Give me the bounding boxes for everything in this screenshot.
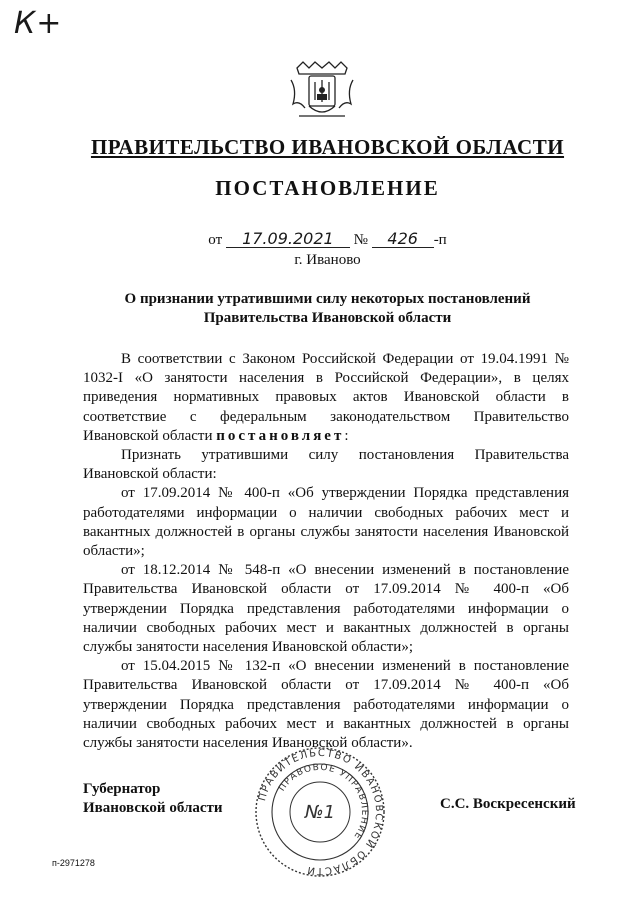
number-sign: № — [353, 232, 368, 248]
number-suffix: -п — [433, 232, 447, 248]
date-prefix: от — [208, 232, 223, 248]
coat-of-arms-emblem — [287, 60, 357, 122]
body-paragraph-item-1: от 17.09.2014 № 400-п «Об утверждении Порядка представления работодателями информации о наличии свободных рабочих мест и вакантных должностей в органы службы занятости населения Ивановской области»; — [83, 485, 569, 560]
official-stamp — [252, 746, 388, 878]
subject-line-2: Правительства Ивановской области — [203, 310, 452, 326]
subject-line-1: О признании утратившими силу некоторых постановлений — [124, 291, 531, 307]
decree-keyword: постановляет — [216, 427, 345, 444]
document-id: п-2971278 — [52, 858, 95, 868]
stamp-inner-text: ПРАВОВОЕ УПРАВЛЕНИЕ — [277, 762, 370, 842]
body-paragraph-resolution: Признать утратившими силу постановления Правительства Ивановской области: — [83, 447, 569, 483]
document-body — [83, 350, 569, 753]
handwritten-number: 426 — [372, 231, 434, 248]
signatory-title: Губернатор Ивановской области — [83, 781, 223, 816]
handwritten-corner-mark: К+ — [14, 6, 63, 41]
city: г. Иваново — [294, 252, 361, 268]
date-number-line — [0, 231, 640, 249]
stamp-outer-text: ПРАВИТЕЛЬСТВО ИВАНОВСКОЙ ОБЛАСТИ — [257, 747, 385, 877]
document-type: ПОСТАНОВЛЕНИЕ — [215, 176, 440, 200]
handwritten-date: 17.09.2021 — [226, 231, 350, 248]
government-title: ПРАВИТЕЛЬСТВО ИВАНОВСКОЙ ОБЛАСТИ — [90, 135, 565, 159]
signatory-name: С.С. Воскресенский — [440, 796, 576, 812]
body-paragraph-preamble: В соответствии с Законом Российской Федерации от 19.04.1991 № 1032-I «О занятости населения в Российской Федерации», в целях приведения нормативных правовых актов Ивановской области в соответствие с федеральным законодательством Правительство Ивановской области постановляет: — [83, 351, 569, 444]
body-paragraph-item-3: от 15.04.2015 № 132-п «О внесении изменений в постановление Правительства Ивановской области от 17.09.2014 № 400-п «Об утверждении Порядка представления работодателями информации о наличии свободных рабочих мест и вакантных должностей в органы службы занятости населения Ивановской области». — [83, 658, 569, 752]
document-subject — [0, 290, 640, 328]
stamp-center-number: №1 — [304, 802, 336, 823]
body-paragraph-item-2: от 18.12.2014 № 548-п «О внесении изменений в постановление Правительства Ивановской области от 17.09.2014 № 400-п «Об утверждении Порядка представления работодателями информации о наличии свободных рабочих мест и вакантных должностей в органы службы занятости населения Ивановской области»; — [83, 562, 569, 656]
